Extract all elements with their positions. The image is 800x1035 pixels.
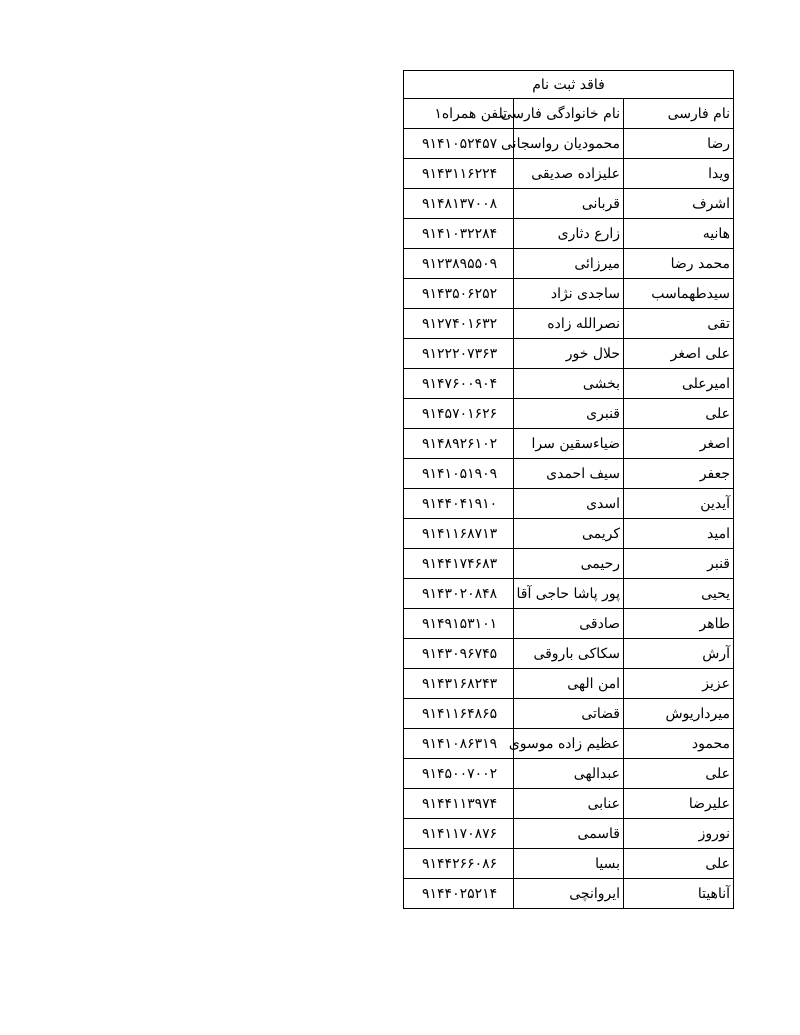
cell-last-name: ساجدی نژاد bbox=[514, 279, 624, 309]
cell-first-name: اصغر bbox=[624, 429, 734, 459]
table-row bbox=[404, 849, 734, 879]
cell-phone: ۹۱۴۷۶۰۰۹۰۴ bbox=[404, 369, 514, 399]
cell-first-name: نوروز bbox=[624, 819, 734, 849]
header-last-name: نام خانوادگی فارسی bbox=[514, 99, 624, 129]
title-row bbox=[404, 71, 734, 99]
cell-phone: ۹۱۴۴۱۷۴۶۸۳ bbox=[404, 549, 514, 579]
table-row bbox=[404, 759, 734, 789]
registration-table bbox=[403, 70, 734, 909]
cell-first-name: میرداریوش bbox=[624, 699, 734, 729]
cell-first-name: علی bbox=[624, 759, 734, 789]
cell-phone: ۹۱۴۳۰۲۰۸۴۸ bbox=[404, 579, 514, 609]
cell-first-name: علی bbox=[624, 399, 734, 429]
cell-last-name: ایروانچی bbox=[514, 879, 624, 909]
table-title: فاقد ثبت نام bbox=[404, 71, 734, 99]
table-row bbox=[404, 159, 734, 189]
cell-first-name: امیرعلی bbox=[624, 369, 734, 399]
table-row bbox=[404, 729, 734, 759]
cell-first-name: طاهر bbox=[624, 609, 734, 639]
cell-phone: ۹۱۴۸۹۲۶۱۰۲ bbox=[404, 429, 514, 459]
cell-phone: ۹۱۴۳۵۰۶۲۵۲ bbox=[404, 279, 514, 309]
cell-phone: ۹۱۴۱۱۶۴۸۶۵ bbox=[404, 699, 514, 729]
table-row bbox=[404, 699, 734, 729]
cell-phone: ۹۱۴۸۱۳۷۰۰۸ bbox=[404, 189, 514, 219]
cell-phone: ۹۱۴۱۱۶۸۷۱۳ bbox=[404, 519, 514, 549]
cell-last-name: زارع دثاری bbox=[514, 219, 624, 249]
table-row bbox=[404, 399, 734, 429]
cell-last-name: علیزاده صدیقی bbox=[514, 159, 624, 189]
table-row bbox=[404, 189, 734, 219]
cell-phone: ۹۱۴۱۰۵۲۴۵۷ bbox=[404, 129, 514, 159]
cell-last-name: میرزائی bbox=[514, 249, 624, 279]
cell-first-name: قنبر bbox=[624, 549, 734, 579]
cell-first-name: اشرف bbox=[624, 189, 734, 219]
cell-last-name: قربانی bbox=[514, 189, 624, 219]
cell-last-name: امن الهی bbox=[514, 669, 624, 699]
cell-first-name: آرش bbox=[624, 639, 734, 669]
cell-last-name: عبدالهی bbox=[514, 759, 624, 789]
cell-phone: ۹۱۴۳۰۹۶۷۴۵ bbox=[404, 639, 514, 669]
cell-first-name: رضا bbox=[624, 129, 734, 159]
cell-last-name: محمودیان رواسجانی bbox=[514, 129, 624, 159]
cell-last-name: کریمی bbox=[514, 519, 624, 549]
cell-first-name: آناهیتا bbox=[624, 879, 734, 909]
cell-first-name: عزیز bbox=[624, 669, 734, 699]
cell-phone: ۹۱۴۳۱۱۶۲۲۴ bbox=[404, 159, 514, 189]
table-row bbox=[404, 129, 734, 159]
cell-last-name: اسدی bbox=[514, 489, 624, 519]
table-row bbox=[404, 309, 734, 339]
cell-first-name: امید bbox=[624, 519, 734, 549]
cell-phone: ۹۱۴۴۲۶۶۰۸۶ bbox=[404, 849, 514, 879]
cell-phone: ۹۱۴۱۰۸۶۳۱۹ bbox=[404, 729, 514, 759]
table-row bbox=[404, 879, 734, 909]
table-row bbox=[404, 339, 734, 369]
cell-phone: ۹۱۴۱۰۵۱۹۰۹ bbox=[404, 459, 514, 489]
table-row bbox=[404, 789, 734, 819]
cell-last-name: قنبری bbox=[514, 399, 624, 429]
cell-first-name: علی اصغر bbox=[624, 339, 734, 369]
cell-first-name: هانیه bbox=[624, 219, 734, 249]
cell-last-name: قضاتی bbox=[514, 699, 624, 729]
cell-last-name: ضیاءسقین سرا bbox=[514, 429, 624, 459]
cell-first-name: محمد رضا bbox=[624, 249, 734, 279]
cell-first-name: علیرضا bbox=[624, 789, 734, 819]
cell-phone: ۹۱۲۷۴۰۱۶۳۲ bbox=[404, 309, 514, 339]
cell-phone: ۹۱۴۴۱۱۳۹۷۴ bbox=[404, 789, 514, 819]
cell-first-name: جعفر bbox=[624, 459, 734, 489]
table-row bbox=[404, 489, 734, 519]
table-row bbox=[404, 669, 734, 699]
cell-phone: ۹۱۴۱۰۳۲۲۸۴ bbox=[404, 219, 514, 249]
table-row bbox=[404, 819, 734, 849]
header-phone: تلفن همراه۱ bbox=[404, 99, 514, 129]
cell-last-name: بخشی bbox=[514, 369, 624, 399]
cell-first-name: یحیی bbox=[624, 579, 734, 609]
table-row bbox=[404, 639, 734, 669]
cell-first-name: تقی bbox=[624, 309, 734, 339]
cell-last-name: حلال خور bbox=[514, 339, 624, 369]
cell-first-name: علی bbox=[624, 849, 734, 879]
cell-phone: ۹۱۴۱۱۷۰۸۷۶ bbox=[404, 819, 514, 849]
cell-last-name: بسیا bbox=[514, 849, 624, 879]
table-row bbox=[404, 519, 734, 549]
table-row bbox=[404, 429, 734, 459]
cell-last-name: سکاکی باروقی bbox=[514, 639, 624, 669]
table-row bbox=[404, 549, 734, 579]
cell-phone: ۹۱۴۳۱۶۸۲۴۳ bbox=[404, 669, 514, 699]
cell-last-name: پور پاشا حاجی آقا bbox=[514, 579, 624, 609]
table-row bbox=[404, 369, 734, 399]
cell-phone: ۹۱۴۹۱۵۳۱۰۱ bbox=[404, 609, 514, 639]
table-row bbox=[404, 219, 734, 249]
cell-first-name: سیدطهماسب bbox=[624, 279, 734, 309]
cell-phone: ۹۱۴۵۰۰۷۰۰۲ bbox=[404, 759, 514, 789]
table-row bbox=[404, 579, 734, 609]
cell-last-name: نصرالله زاده bbox=[514, 309, 624, 339]
cell-last-name: رحیمی bbox=[514, 549, 624, 579]
cell-phone: ۹۱۴۵۷۰۱۶۲۶ bbox=[404, 399, 514, 429]
cell-last-name: سیف احمدی bbox=[514, 459, 624, 489]
header-first-name: نام فارسی bbox=[624, 99, 734, 129]
header-row bbox=[404, 99, 734, 129]
cell-phone: ۹۱۲۲۲۰۷۳۶۳ bbox=[404, 339, 514, 369]
cell-first-name: محمود bbox=[624, 729, 734, 759]
cell-last-name: صادقی bbox=[514, 609, 624, 639]
cell-first-name: ویدا bbox=[624, 159, 734, 189]
cell-phone: ۹۱۴۴۰۲۵۲۱۴ bbox=[404, 879, 514, 909]
table-row bbox=[404, 459, 734, 489]
table-row bbox=[404, 609, 734, 639]
cell-phone: ۹۱۲۳۸۹۵۵۰۹ bbox=[404, 249, 514, 279]
cell-first-name: آیدین bbox=[624, 489, 734, 519]
cell-phone: ۹۱۴۴۰۴۱۹۱۰ bbox=[404, 489, 514, 519]
cell-last-name: قاسمی bbox=[514, 819, 624, 849]
table-row bbox=[404, 249, 734, 279]
cell-last-name: عنابی bbox=[514, 789, 624, 819]
cell-last-name: عظیم زاده موسوی bbox=[514, 729, 624, 759]
table-row bbox=[404, 279, 734, 309]
